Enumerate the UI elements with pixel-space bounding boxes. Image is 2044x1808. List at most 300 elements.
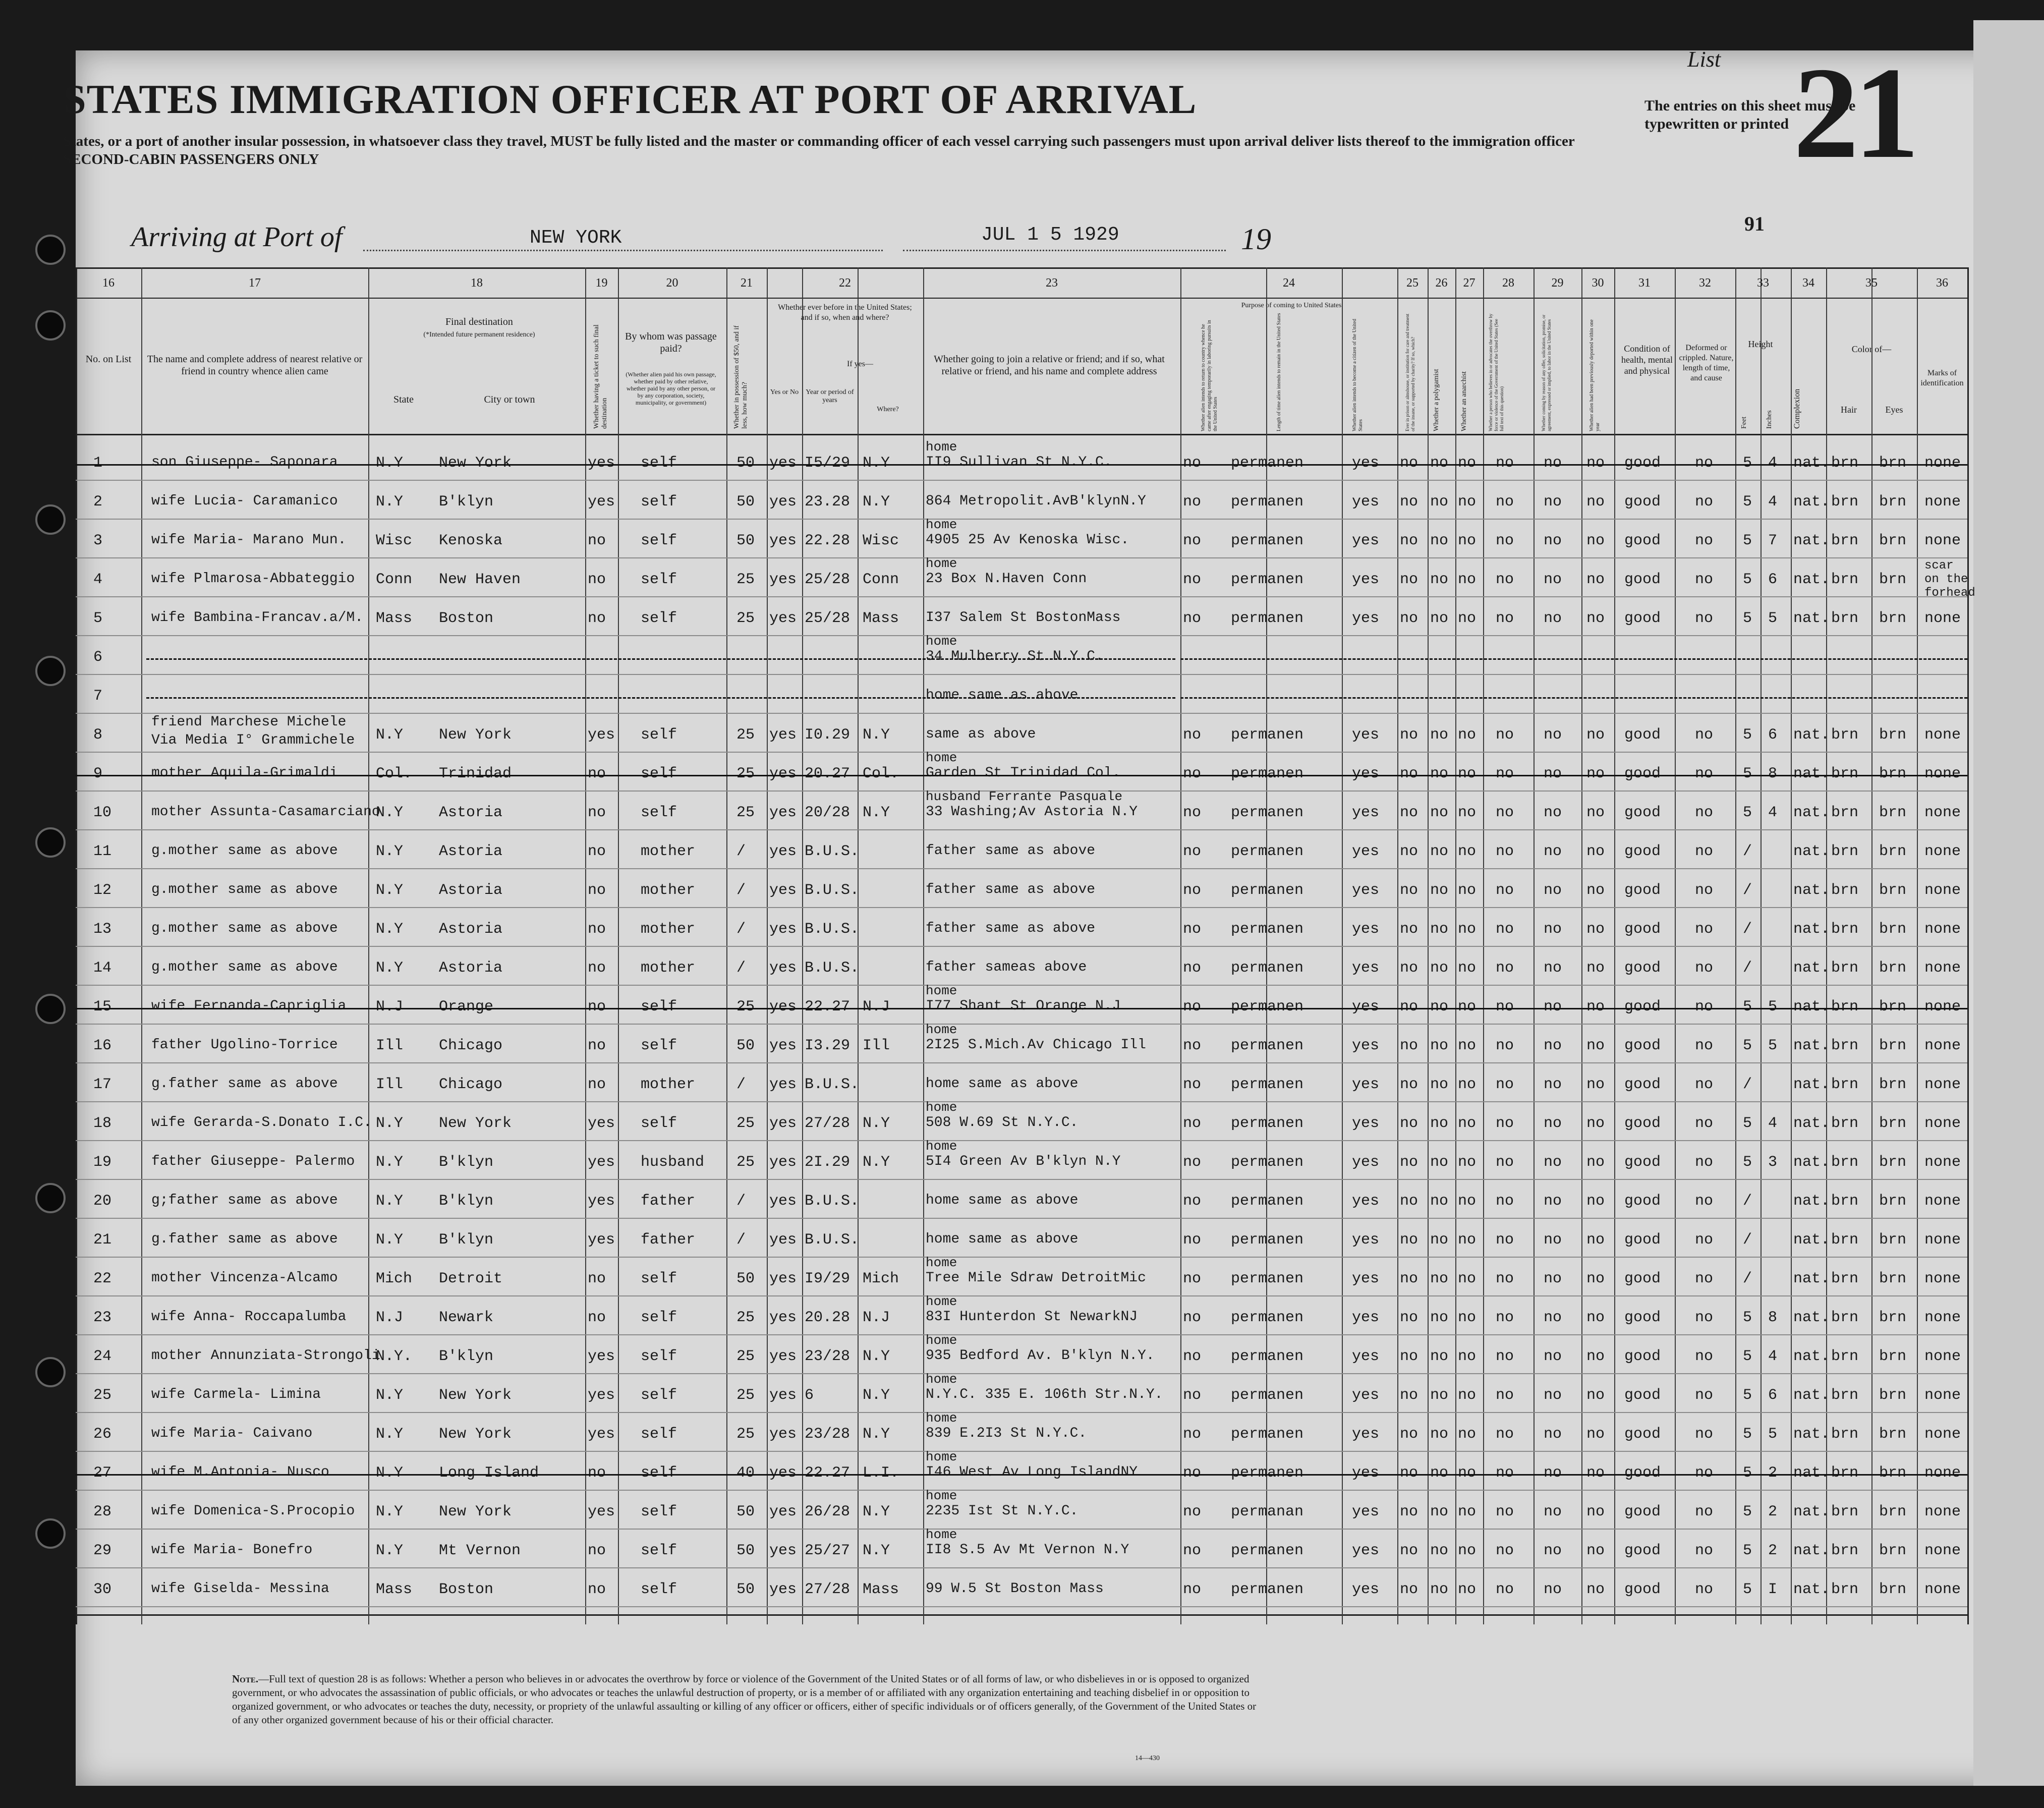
cell-anarchist: no [1458, 1231, 1477, 1249]
column-number: 22 [839, 276, 851, 290]
cell-complexion: nat. [1793, 571, 1830, 588]
col-header-health: Condition of health, mental and physical [1621, 344, 1673, 376]
cell-citizen: yes [1352, 1037, 1380, 1054]
cell-length-stay: permanen [1231, 455, 1304, 472]
instructions [63, 132, 1602, 168]
cell-eyes: brn [1879, 1503, 1907, 1520]
cell-citizen: yes [1352, 959, 1380, 977]
cell-feet: 5 [1743, 726, 1752, 744]
cell-row-number: 5 [93, 610, 103, 627]
cell-row-number: 9 [93, 765, 103, 782]
cell-relative-name: friend Marchese Michele [151, 714, 347, 730]
cell-deformed: no [1695, 455, 1714, 472]
strike-line [76, 1008, 1967, 1009]
cell-citizen: yes [1352, 726, 1380, 744]
cell-joining-address: 33 Washing;Av Astoria N.Y [926, 804, 1138, 820]
cell-joining-address: 99 W.5 St Boston Mass [926, 1581, 1104, 1597]
cell-overthrow: no [1496, 1348, 1514, 1365]
cell-joining-relation: home [926, 1333, 957, 1348]
cell-state: N.Y [376, 1503, 404, 1520]
cell-years: 23/28 [805, 1426, 850, 1443]
cell-ticket: no [588, 998, 606, 1015]
cell-before-us: yes [769, 998, 797, 1015]
cell-anarchist: no [1458, 610, 1477, 627]
cell-hair: brn [1831, 1154, 1859, 1171]
cell-health: good [1624, 959, 1661, 977]
cell-intend-return: no [1183, 1154, 1202, 1171]
cell-polygamist: no [1430, 1193, 1449, 1210]
cell-complexion: nat. [1793, 998, 1830, 1015]
col-header-if-yes: If yes— [847, 360, 873, 368]
column-number: 18 [471, 276, 483, 290]
cell-polygamist: no [1430, 1581, 1449, 1598]
cell-polygamist: no [1430, 493, 1449, 511]
cell-overthrow: no [1496, 1309, 1514, 1326]
strike-line [76, 775, 1967, 776]
cell-joining-relation: home [926, 634, 957, 649]
cell-joining-address: 5I4 Green Av B'klyn N.Y [926, 1154, 1121, 1169]
cell-years: 20.28 [805, 1309, 850, 1326]
cell-feet: 5 [1743, 1503, 1752, 1520]
cell-years: 27/28 [805, 1581, 850, 1598]
cell-where: N.Y [863, 726, 890, 744]
cell-before-us: yes [769, 726, 797, 744]
cell-complexion: nat. [1793, 921, 1830, 938]
cell-city: Trinidad [439, 765, 512, 782]
cell-joining-relation: home [926, 1488, 957, 1503]
cell-labor-offer: no [1544, 455, 1562, 472]
cell-health: good [1624, 571, 1661, 588]
cell-deported: no [1586, 1581, 1605, 1598]
cell-overthrow: no [1496, 1076, 1514, 1093]
cell-polygamist: no [1430, 882, 1449, 899]
cell-joining-address: II9 Sullivan St N.Y.C. [926, 455, 1112, 470]
cell-paid-by: self [641, 1464, 677, 1482]
cell-deported: no [1586, 882, 1605, 899]
cell-length-stay: permanen [1231, 1348, 1304, 1365]
cell-complexion: nat. [1793, 765, 1830, 782]
cell-money: 40 [736, 1464, 755, 1482]
cell-paid-by: self [641, 1503, 677, 1520]
table-row [76, 1102, 1967, 1140]
cell-anarchist: no [1458, 455, 1477, 472]
cell-citizen: yes [1352, 804, 1380, 821]
cell-complexion: nat. [1793, 1503, 1830, 1520]
cell-hair: brn [1831, 921, 1859, 938]
table-row [76, 1257, 1967, 1295]
cell-length-stay: permanen [1231, 921, 1304, 938]
column-number: 24 [1283, 276, 1295, 290]
cell-health: good [1624, 1076, 1661, 1093]
cell-deformed: no [1695, 1115, 1714, 1132]
cell-polygamist: no [1430, 571, 1449, 588]
cell-city: Boston [439, 1581, 494, 1598]
cell-citizen: yes [1352, 1464, 1380, 1482]
cell-citizen: yes [1352, 882, 1380, 899]
binder-hole [35, 504, 66, 535]
cell-relative-name: mother Aquila-Grimaldi [151, 765, 338, 781]
cell-years: 27/28 [805, 1115, 850, 1132]
cell-marks: none [1924, 998, 1961, 1015]
column-number: 30 [1592, 276, 1604, 290]
cell-complexion: nat. [1793, 1542, 1830, 1559]
cell-money: 25 [736, 726, 755, 744]
cell-city: Detroit [439, 1270, 503, 1287]
cell-deformed: no [1695, 1387, 1714, 1404]
cell-deformed: no [1695, 998, 1714, 1015]
col-header-yes-no: Yes or No [770, 388, 799, 396]
cell-marks: none [1924, 1115, 1961, 1132]
cell-eyes: brn [1879, 1037, 1907, 1054]
cell-joining-address: 508 W.69 St N.Y.C. [926, 1115, 1078, 1131]
cell-overthrow: no [1496, 571, 1514, 588]
cell-deformed: no [1695, 1231, 1714, 1249]
cell-before-us: yes [769, 804, 797, 821]
cell-citizen: yes [1352, 1154, 1380, 1171]
footnote-text: —Full text of question 28 is as follows: Whether a person who believes in or advocates the overthrow by force or violence of the Government of the United States or of all forms of law, or who disbelieves in or is opposed to organized government, or who advocates the assassination of public officials, or who advocates or teaches the unlawful destruction of property, or is a member of or affiliated with any organization entertaining and teaching disbelief in or opposition to organized government, or who advocates or teaches the duty, necessity, or propriety of the unlawful assaulting or killing of any officer or officers, either of specific individuals or of officers generally, of the Government of the United States or of any other organized government because of his or their official character. [232, 1673, 1257, 1726]
column-number: 17 [249, 276, 261, 290]
cell-years: 6 [805, 1387, 814, 1404]
cell-money: / [736, 921, 746, 938]
cell-joining-relation: home [926, 439, 957, 455]
cell-anarchist: no [1458, 921, 1477, 938]
cell-ticket: no [588, 1037, 606, 1054]
table-row [76, 830, 1967, 868]
cell-where: Wisc [863, 532, 899, 549]
cell-deported: no [1586, 804, 1605, 821]
cell-anarchist: no [1458, 1503, 1477, 1520]
cell-deported: no [1586, 765, 1605, 782]
cell-deported: no [1586, 1115, 1605, 1132]
cell-relative-name: wife Gerarda-S.Donato I.C. [151, 1115, 372, 1131]
cell-marks: none [1924, 493, 1961, 511]
cell-before-us: yes [769, 1037, 797, 1054]
cell-length-stay: permanen [1231, 998, 1304, 1015]
cell-hair: brn [1831, 1037, 1859, 1054]
cell-health: good [1624, 1231, 1661, 1249]
col-header-state: State [393, 394, 414, 405]
cell-hair: brn [1831, 998, 1859, 1015]
cell-overthrow: no [1496, 1115, 1514, 1132]
cell-labor-offer: no [1544, 1154, 1562, 1171]
cell-polygamist: no [1430, 1542, 1449, 1559]
cell-years: B.U.S. [805, 1231, 860, 1249]
cell-where: N.Y [863, 1387, 890, 1404]
cell-paid-by: mother [641, 843, 696, 860]
cell-marks: none [1924, 1231, 1961, 1249]
cell-feet: 5 [1743, 1542, 1752, 1559]
cell-citizen: yes [1352, 1231, 1380, 1249]
cell-joining-address: father sameas above [926, 959, 1087, 975]
cell-where: N.Y [863, 455, 890, 472]
cell-before-us: yes [769, 1154, 797, 1171]
cell-deported: no [1586, 1503, 1605, 1520]
cell-complexion: nat. [1793, 1154, 1830, 1171]
cell-state: N.Y. [376, 1348, 413, 1365]
cell-citizen: yes [1352, 921, 1380, 938]
cell-marks: none [1924, 804, 1961, 821]
cell-anarchist: no [1458, 1348, 1477, 1365]
dashed-line [1180, 658, 1967, 660]
cell-city: Astoria [439, 804, 503, 821]
cell-joining-relation: husband Ferrante Pasquale [926, 789, 1123, 804]
cell-relative-name: wife Bambina-Francav.a/M. [151, 610, 364, 626]
cell-complexion: nat. [1793, 1115, 1830, 1132]
cell-anarchist: no [1458, 959, 1477, 977]
cell-deported: no [1586, 726, 1605, 744]
cell-where: N.J [863, 1309, 890, 1326]
cell-state: N.Y [376, 455, 404, 472]
cell-ticket: no [588, 1309, 606, 1326]
cell-money: / [736, 1076, 746, 1093]
col-header-city: City or town [484, 394, 535, 405]
col-header-color: Color of— [1851, 344, 1892, 354]
cell-paid-by: self [641, 610, 677, 627]
cell-hair: brn [1831, 1309, 1859, 1326]
cell-complexion: nat. [1793, 1464, 1830, 1482]
cell-length-stay: permanen [1231, 1387, 1304, 1404]
cell-city: New York [439, 1387, 512, 1404]
cell-years: 22.27 [805, 998, 850, 1015]
cell-row-number: 19 [93, 1154, 112, 1171]
cell-eyes: brn [1879, 882, 1907, 899]
cell-paid-by: self [641, 1115, 677, 1132]
cell-overthrow: no [1496, 843, 1514, 860]
cell-citizen: yes [1352, 1542, 1380, 1559]
cell-money: 25 [736, 571, 755, 588]
cell-length-stay: permanen [1231, 610, 1304, 627]
cell-deformed: no [1695, 1542, 1714, 1559]
cell-deformed: no [1695, 1076, 1714, 1093]
cell-joining-address: 34 Mulberry St N.Y.C. [926, 649, 1104, 664]
cell-labor-offer: no [1544, 532, 1562, 549]
cell-paid-by: self [641, 726, 677, 744]
cell-money: / [736, 1193, 746, 1210]
cell-intend-return: no [1183, 921, 1202, 938]
table-row [76, 869, 1967, 907]
cell-relative-name: g.mother same as above [151, 921, 338, 936]
table-row [76, 597, 1967, 635]
col-header-overthrow: Whether a person who believes in or advocates the overthrow by force or violence of the Government of the United States (See full text of this question) [1488, 313, 1504, 431]
cell-city: B'klyn [439, 1348, 494, 1365]
cell-health: good [1624, 1503, 1661, 1520]
list-label: List [1687, 47, 1721, 72]
cell-polygamist: no [1430, 959, 1449, 977]
cell-where: N.Y [863, 804, 890, 821]
cell-relative-name: g.mother same as above [151, 843, 338, 859]
cell-citizen: yes [1352, 765, 1380, 782]
column-number: 27 [1463, 276, 1475, 290]
cell-ticket: yes [588, 1231, 615, 1249]
cell-feet: 5 [1743, 1154, 1752, 1171]
cell-length-stay: permanen [1231, 882, 1304, 899]
cell-feet: 5 [1743, 532, 1752, 549]
cell-ticket: yes [588, 1348, 615, 1365]
col-header-height: Height [1748, 339, 1773, 349]
cell-length-stay: permanen [1231, 493, 1304, 511]
cell-deported: no [1586, 1309, 1605, 1326]
cell-marks: scar on the forhead [1924, 559, 1975, 600]
cell-labor-offer: no [1544, 804, 1562, 821]
cell-eyes: brn [1879, 532, 1907, 549]
cell-eyes: brn [1879, 1193, 1907, 1210]
date-underline [903, 250, 1226, 251]
table-row [76, 1063, 1967, 1101]
cell-deformed: no [1695, 921, 1714, 938]
cell-complexion: nat. [1793, 882, 1830, 899]
cell-deformed: no [1695, 726, 1714, 744]
cell-labor-offer: no [1544, 1270, 1562, 1287]
cell-length-stay: permanen [1231, 804, 1304, 821]
cell-hair: brn [1831, 493, 1859, 511]
cell-length-stay: permanen [1231, 1309, 1304, 1326]
cell-ticket: yes [588, 726, 615, 744]
cell-before-us: yes [769, 1348, 797, 1365]
arriving-label: Arriving at Port of [131, 221, 343, 253]
cell-relative-name: wife Maria- Marano Mun. [151, 532, 347, 548]
cell-money: 25 [736, 1387, 755, 1404]
column-number: 21 [741, 276, 753, 290]
cell-eyes: brn [1879, 1115, 1907, 1132]
cell-health: good [1624, 921, 1661, 938]
cell-intend-return: no [1183, 1309, 1202, 1326]
cell-ticket: yes [588, 1154, 615, 1171]
cell-hair: brn [1831, 1076, 1859, 1093]
cell-complexion: nat. [1793, 1076, 1830, 1093]
cell-paid-by: self [641, 804, 677, 821]
cell-length-stay: permanen [1231, 1193, 1304, 1210]
cell-years: I9/29 [805, 1270, 850, 1287]
cell-paid-by: self [641, 1348, 677, 1365]
cell-prison: no [1400, 882, 1418, 899]
cell-complexion: nat. [1793, 1270, 1830, 1287]
table-row [76, 480, 1967, 519]
cell-deformed: no [1695, 1270, 1714, 1287]
cell-marks: none [1924, 1309, 1961, 1326]
cell-overthrow: no [1496, 921, 1514, 938]
cell-row-number: 25 [93, 1387, 112, 1404]
cell-deported: no [1586, 1037, 1605, 1054]
cell-ticket: yes [588, 1193, 615, 1210]
cell-eyes: brn [1879, 843, 1907, 860]
cell-hair: brn [1831, 843, 1859, 860]
cell-row-number: 16 [93, 1037, 112, 1054]
column-number: 16 [102, 276, 115, 290]
cell-intend-return: no [1183, 1193, 1202, 1210]
cell-citizen: yes [1352, 1426, 1380, 1443]
cell-city: New York [439, 726, 512, 744]
cell-paid-by: mother [641, 882, 696, 899]
cell-eyes: brn [1879, 765, 1907, 782]
cell-feet: 5 [1743, 804, 1752, 821]
cell-prison: no [1400, 1581, 1418, 1598]
cell-before-us: yes [769, 765, 797, 782]
table-row [76, 752, 1967, 790]
cell-labor-offer: no [1544, 1193, 1562, 1210]
cell-polygamist: no [1430, 843, 1449, 860]
cell-hair: brn [1831, 1115, 1859, 1132]
cell-overthrow: no [1496, 1270, 1514, 1287]
cell-city: B'klyn [439, 1154, 494, 1171]
col-header-joining: Whether going to join a relative or friend; and if so, what relative or friend, and his name and complete address [934, 354, 1165, 377]
cell-deported: no [1586, 455, 1605, 472]
cell-intend-return: no [1183, 1426, 1202, 1443]
cell-years: I0.29 [805, 726, 850, 744]
cell-citizen: yes [1352, 1076, 1380, 1093]
cell-intend-return: no [1183, 1503, 1202, 1520]
column-number: 34 [1802, 276, 1814, 290]
table-row [76, 1296, 1967, 1334]
cell-labor-offer: no [1544, 1348, 1562, 1365]
col-header-purpose: Purpose of coming to United States [1241, 302, 1342, 309]
cell-hair: brn [1831, 610, 1859, 627]
cell-before-us: yes [769, 959, 797, 977]
cell-joining-address: 864 Metropolit.AvB'klynN.Y [926, 493, 1146, 509]
cell-length-stay: permanen [1231, 843, 1304, 860]
cell-overthrow: no [1496, 610, 1514, 627]
cell-ticket: yes [588, 493, 615, 511]
cell-row-number: 1 [93, 455, 103, 472]
cell-deported: no [1586, 1231, 1605, 1249]
cell-polygamist: no [1430, 1270, 1449, 1287]
cell-relative-name: father Ugolino-Torrice [151, 1037, 338, 1053]
cell-state: Mass [376, 1581, 413, 1598]
cell-joining-relation: home [926, 1294, 957, 1309]
col-header-where: Where? [877, 406, 899, 413]
cell-joining-address: 2235 Ist St N.Y.C. [926, 1503, 1078, 1519]
cell-intend-return: no [1183, 765, 1202, 782]
cell-state: N.Y [376, 1115, 404, 1132]
cell-health: good [1624, 765, 1661, 782]
cell-intend-return: no [1183, 804, 1202, 821]
cell-labor-offer: no [1544, 1426, 1562, 1443]
cell-prison: no [1400, 1426, 1418, 1443]
cell-state: Mass [376, 610, 413, 627]
cell-labor-offer: no [1544, 726, 1562, 744]
cell-deformed: no [1695, 1426, 1714, 1443]
cell-joining-address: Tree Mile Sdraw DetroitMic [926, 1270, 1146, 1286]
cell-anarchist: no [1458, 1309, 1477, 1326]
cell-city: B'klyn [439, 1231, 494, 1249]
cell-marks: none [1924, 1193, 1961, 1210]
cell-ticket: yes [588, 1115, 615, 1132]
cell-polygamist: no [1430, 1464, 1449, 1482]
table-bottom-rule [76, 1614, 1967, 1616]
cell-labor-offer: no [1544, 571, 1562, 588]
column-number: 25 [1406, 276, 1418, 290]
col-header-eyes: Eyes [1885, 405, 1903, 415]
cell-feet: 5 [1743, 998, 1752, 1015]
cell-eyes: brn [1879, 1076, 1907, 1093]
cell-intend-return: no [1183, 1231, 1202, 1249]
table-row [76, 674, 1967, 713]
cell-where: Ill [863, 1037, 890, 1054]
table-row [76, 1529, 1967, 1567]
cell-deported: no [1586, 532, 1605, 549]
column-number: 33 [1757, 276, 1769, 290]
col-header-paid-by: By whom was passage paid? [625, 331, 717, 354]
cell-health: good [1624, 1270, 1661, 1287]
col-header-years: Year or period of years [806, 388, 854, 404]
cell-deported: no [1586, 1270, 1605, 1287]
cell-marks: none [1924, 1076, 1961, 1093]
cell-before-us: yes [769, 532, 797, 549]
column-number: 32 [1699, 276, 1711, 290]
cell-length-stay: permanen [1231, 532, 1304, 549]
cell-state: N.Y [376, 959, 404, 977]
cell-length-stay: permanen [1231, 1115, 1304, 1132]
cell-relative-name: father Giuseppe- Palermo [151, 1154, 355, 1169]
